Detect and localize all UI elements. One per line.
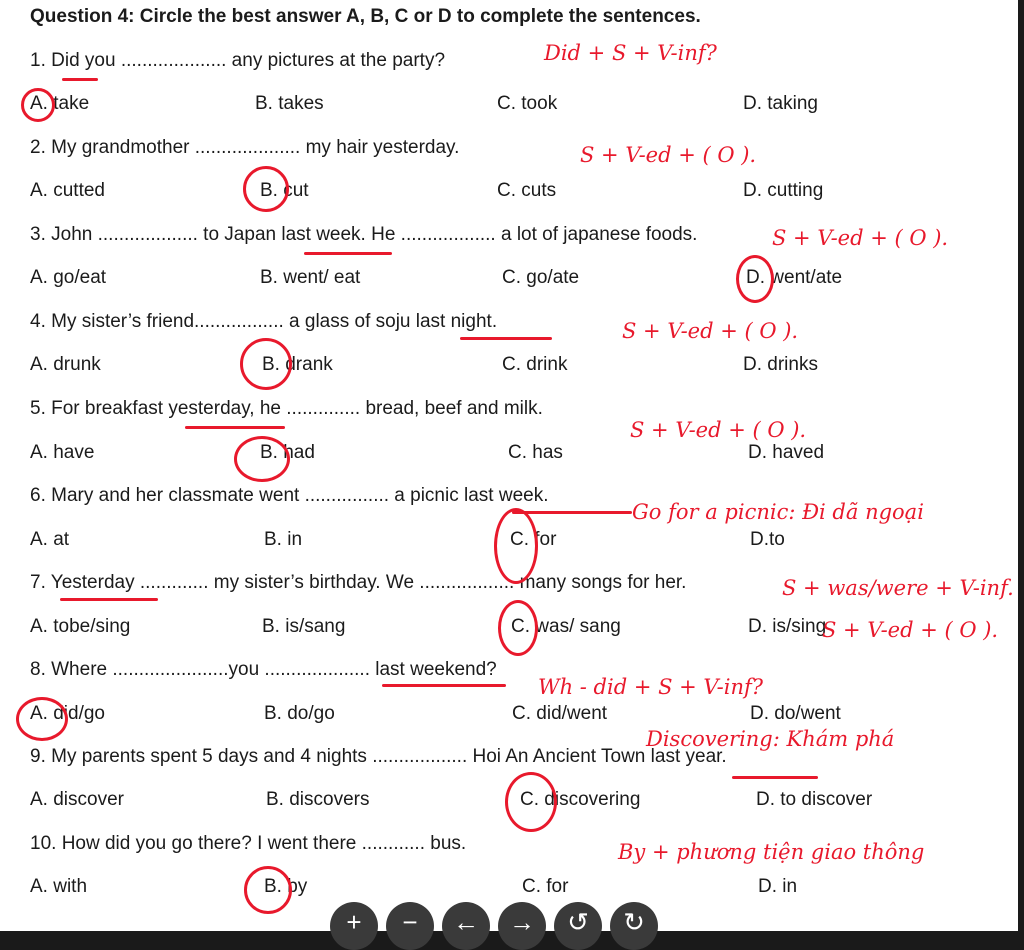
q10-option-b: B. by xyxy=(264,876,308,897)
q8-option-b: B. do/go xyxy=(264,703,335,724)
question-8-text: 8. Where ......................you .................... last weekend? xyxy=(30,659,497,680)
image-viewer-toolbar xyxy=(330,896,660,937)
q8-option-c: C. did/went xyxy=(512,703,608,724)
q8-option-d: D. do/went xyxy=(750,703,841,724)
note-q7-second: S + V-ed + ( O ). xyxy=(822,618,999,642)
q10-option-c: C. for xyxy=(522,876,569,897)
underline-last-year xyxy=(732,776,818,779)
underline-yesterday xyxy=(185,426,285,429)
q7-option-c: C. was/ sang xyxy=(511,616,621,637)
question-6-text: 6. Mary and her classmate went ................ a picnic last week. xyxy=(30,485,549,506)
q10-option-a: A. with xyxy=(30,876,88,897)
underline-last-week xyxy=(304,252,392,255)
q2-option-d: D. cutting xyxy=(743,180,824,201)
question-3-text: 3. John ................... to Japan last week. He .................. a lot of japanese foods. xyxy=(30,224,698,245)
note-q1: Did + S + V-inf? xyxy=(544,41,717,65)
question-1-text: 1. Did you .................... any pictures at the party? xyxy=(30,50,446,71)
q2-option-b: B. cut xyxy=(260,180,309,201)
q4-option-d: D. drinks xyxy=(743,354,818,375)
previous-button[interactable] xyxy=(442,902,490,950)
rotate-right-icon: ↻ xyxy=(623,907,645,937)
q9-option-a: A. discover xyxy=(30,789,124,810)
q8-option-a: A. did/go xyxy=(30,703,105,724)
q5-option-a: A. have xyxy=(30,442,95,463)
q9-option-b: B. discovers xyxy=(266,789,370,810)
q6-option-d: D.to xyxy=(750,529,785,550)
q1-option-a: A. take xyxy=(30,93,90,114)
question-title: Question 4: Circle the best answer A, B, C or D to complete the sentences. xyxy=(30,6,701,27)
q1-option-d: D. taking xyxy=(743,93,818,114)
q5-option-c: C. has xyxy=(508,442,563,463)
note-q6: Go for a picnic: Đi dã ngoại xyxy=(632,500,924,524)
q5-option-b: B. had xyxy=(260,442,315,463)
q4-option-a: A. drunk xyxy=(30,354,101,375)
next-button[interactable] xyxy=(498,902,546,950)
zoom-in-button[interactable] xyxy=(330,902,378,950)
answer-circle-q2-b xyxy=(243,166,289,212)
question-5-text: 5. For breakfast yesterday, he .............. bread, beef and milk. xyxy=(30,398,543,419)
question-4-text: 4. My sister’s friend................. a glass of soju last night. xyxy=(30,311,498,332)
underline-did xyxy=(62,78,98,81)
q6-option-b: B. in xyxy=(264,529,303,550)
viewer-edge xyxy=(1018,0,1024,931)
underline-yesterday-q7 xyxy=(60,598,158,601)
question-10-text: 10. How did you go there? I went there ............ bus. xyxy=(30,833,467,854)
note-q7: S + was/were + V-inf. xyxy=(782,576,1014,600)
arrow-right-icon: → xyxy=(509,907,535,937)
note-q3: S + V-ed + ( O ). xyxy=(772,226,949,250)
q1-option-b: B. takes xyxy=(255,93,324,114)
zoom-out-icon: − xyxy=(402,907,418,937)
answer-circle-q6-c xyxy=(494,508,538,584)
q10-option-d: D. in xyxy=(758,876,798,897)
question-7-text: 7. Yesterday ............. my sister’s birthday. We .................. many songs for her. xyxy=(30,572,687,593)
note-q4: S + V-ed + ( O ). xyxy=(622,319,799,343)
note-q8: Wh - did + S + V-inf? xyxy=(538,675,764,699)
note-q9: Discovering: Khám phá xyxy=(646,727,895,751)
rotate-left-icon: ↺ xyxy=(567,907,589,937)
question-9-text: 9. My parents spent 5 days and 4 nights .................. Hoi An Ancient Town last year. xyxy=(30,746,727,767)
answer-circle-q10-b xyxy=(244,866,292,914)
q7-option-d: D. is/sing xyxy=(748,616,827,637)
rotate-left-button[interactable] xyxy=(554,902,602,950)
q4-option-c: C. drink xyxy=(502,354,568,375)
zoom-in-icon: + xyxy=(346,907,362,937)
rotate-right-button[interactable] xyxy=(610,902,658,950)
note-q2: S + V-ed + ( O ). xyxy=(580,143,757,167)
question-2-text: 2. My grandmother .................... my hair yesterday. xyxy=(30,137,460,158)
q2-option-c: C. cuts xyxy=(497,180,557,201)
arrow-left-icon: ← xyxy=(453,907,479,937)
answer-circle-q1-a xyxy=(21,88,55,122)
q4-option-b: B. drank xyxy=(262,354,333,375)
q5-option-d: D. haved xyxy=(748,442,825,463)
q1-option-c: C. took xyxy=(497,93,558,114)
pointer-line-for-picnic xyxy=(512,511,632,514)
answer-circle-q4-b xyxy=(240,338,292,390)
q9-option-c: C. discovering xyxy=(520,789,641,810)
q6-option-c: C. for xyxy=(510,529,557,550)
zoom-out-button[interactable] xyxy=(386,902,434,950)
q9-option-d: D. to discover xyxy=(756,789,873,810)
answer-circle-q5-b xyxy=(234,436,290,482)
note-q10: By + phương tiện giao thông xyxy=(618,840,925,864)
answer-circle-q8-a xyxy=(16,697,68,741)
q3-option-a: A. go/eat xyxy=(30,267,107,288)
q6-option-a: A. at xyxy=(30,529,70,550)
answer-circle-q7-c xyxy=(498,600,538,656)
q3-option-c: C. go/ate xyxy=(502,267,580,288)
q3-option-d: D. went/ate xyxy=(746,267,843,288)
q7-option-b: B. is/sang xyxy=(262,616,346,637)
underline-last-night xyxy=(460,337,552,340)
q3-option-b: B. went/ eat xyxy=(260,267,361,288)
underline-last-weekend xyxy=(382,684,506,687)
answer-circle-q9-c xyxy=(505,772,557,832)
q7-option-a: A. tobe/sing xyxy=(30,616,131,637)
answer-circle-q3-d xyxy=(736,255,774,303)
q2-option-a: A. cutted xyxy=(30,180,105,201)
note-q5: S + V-ed + ( O ). xyxy=(630,418,807,442)
